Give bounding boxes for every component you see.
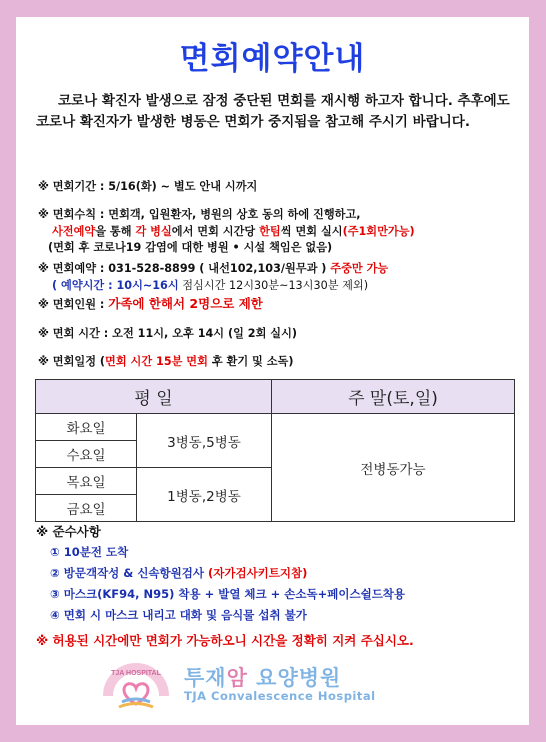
logo-label: TJA HOSPITAL	[111, 670, 161, 677]
rule-text-3: 씩 면회 실시	[280, 224, 343, 238]
hospital-name	[184, 662, 341, 692]
hospital-name-c: 요양병원	[247, 666, 342, 690]
reservation-hours: ( 예약시간 : 10시~16시	[52, 278, 179, 292]
day-cell: 화요일	[36, 414, 137, 441]
header-weekday: 평 일	[36, 380, 272, 414]
table-header-row	[36, 380, 515, 414]
header-weekend: 주 말(토,일)	[272, 380, 515, 414]
table-row	[36, 414, 515, 441]
ward-cell: 1병동,2병동	[137, 468, 272, 522]
list-item: ① 10분전 도착	[50, 545, 129, 559]
compliance-list	[36, 521, 516, 626]
warning-text: ※ 허용된 시간에만 면회가 가능하오니 시간을 정확히 지켜 주십시오.	[36, 633, 414, 648]
rule-one-team: 한팀	[259, 224, 281, 238]
reservation-weekday-only: 주중만 가능	[330, 262, 389, 275]
rule-reservation: 사전예약	[52, 224, 96, 238]
visit-period: ※ 면회기간 : 5/16(화) ~ 별도 안내 시까지	[38, 180, 258, 193]
rule-text-2: 에서 면회 시간당	[171, 224, 260, 238]
list-item: ④ 면회 시 마스크 내리고 대화 및 음식물 섭취 불가	[50, 608, 307, 622]
hospital-logo	[86, 660, 186, 715]
list-item	[36, 563, 516, 584]
reservation-lunch: 점심시간 12시30분~13시30분 제외)	[178, 278, 369, 292]
hospital-name-b: 암	[226, 666, 248, 690]
schedule-note-b: 면회 시간 15분 면회	[105, 355, 208, 368]
page-title: 면회예약안내	[179, 41, 366, 77]
reservation-phone: ※ 면회예약 : 031-528-8899 ( 내선102,103/원무과 )	[38, 262, 331, 275]
hospital-name-en: TJA Convalescence Hospital	[184, 689, 376, 703]
notice-page	[16, 17, 529, 725]
rule-weekly: (주1회만가능)	[342, 224, 415, 238]
visitor-count-label: ※ 면회인원 :	[38, 298, 109, 311]
intro-paragraph: 코로나 확진자 발생으로 잠정 중단된 면회를 재시행 하고자 합니다. 추후에도 코로나 확진자가 발생한 병동은 면회가 중지됨을 참고해 주시기 바랍니다.	[36, 93, 510, 130]
visitor-count-value: 가족에 한해서 2명으로 제한	[108, 296, 263, 311]
visit-schedule-note	[38, 354, 518, 371]
compliance-item-2: ② 방문객작성 & 신속항원검사	[50, 566, 208, 580]
reservation-line1	[38, 261, 518, 278]
weekend-cell: 전병동가능	[272, 414, 515, 522]
intro-text	[36, 91, 516, 133]
visit-time: ※ 면회 시간 : 오전 11시, 오후 14시 (일 2회 실시)	[38, 327, 297, 340]
day-cell: 목요일	[36, 468, 137, 495]
reservation-info	[38, 261, 518, 294]
visitor-count	[38, 296, 518, 314]
day-cell: 금요일	[36, 495, 137, 522]
visit-rules-line1: ※ 면회수칙 : 면회객, 입원환자, 병원의 상호 동의 하에 진행하고,	[38, 208, 361, 221]
compliance-heading: ※ 준수사항	[36, 524, 101, 539]
visit-rules-line2	[38, 224, 518, 241]
hospital-name-a: 투재	[184, 666, 227, 690]
schedule-note-a: ※ 면회일정 (	[38, 355, 106, 368]
compliance-item-2-note: (자가검사키트지참)	[207, 566, 308, 580]
visit-rules-line3: (면회 후 코로나19 감염에 대한 병원 • 시설 책임은 없음)	[48, 241, 333, 254]
rule-room: 각 병실	[135, 224, 172, 238]
schedule-table	[35, 379, 515, 522]
list-item: ③ 마스크(KF94, N95) 착용 + 발열 체크 + 손소독+페이스쉴드착용	[50, 587, 406, 601]
visit-rules	[38, 207, 518, 257]
rule-text-1: 을 통해	[95, 224, 136, 238]
ward-cell: 3병동,5병동	[137, 414, 272, 468]
day-cell: 수요일	[36, 441, 137, 468]
schedule-note-c: 후 환기 및 소독)	[207, 355, 294, 368]
reservation-line2	[38, 278, 518, 295]
